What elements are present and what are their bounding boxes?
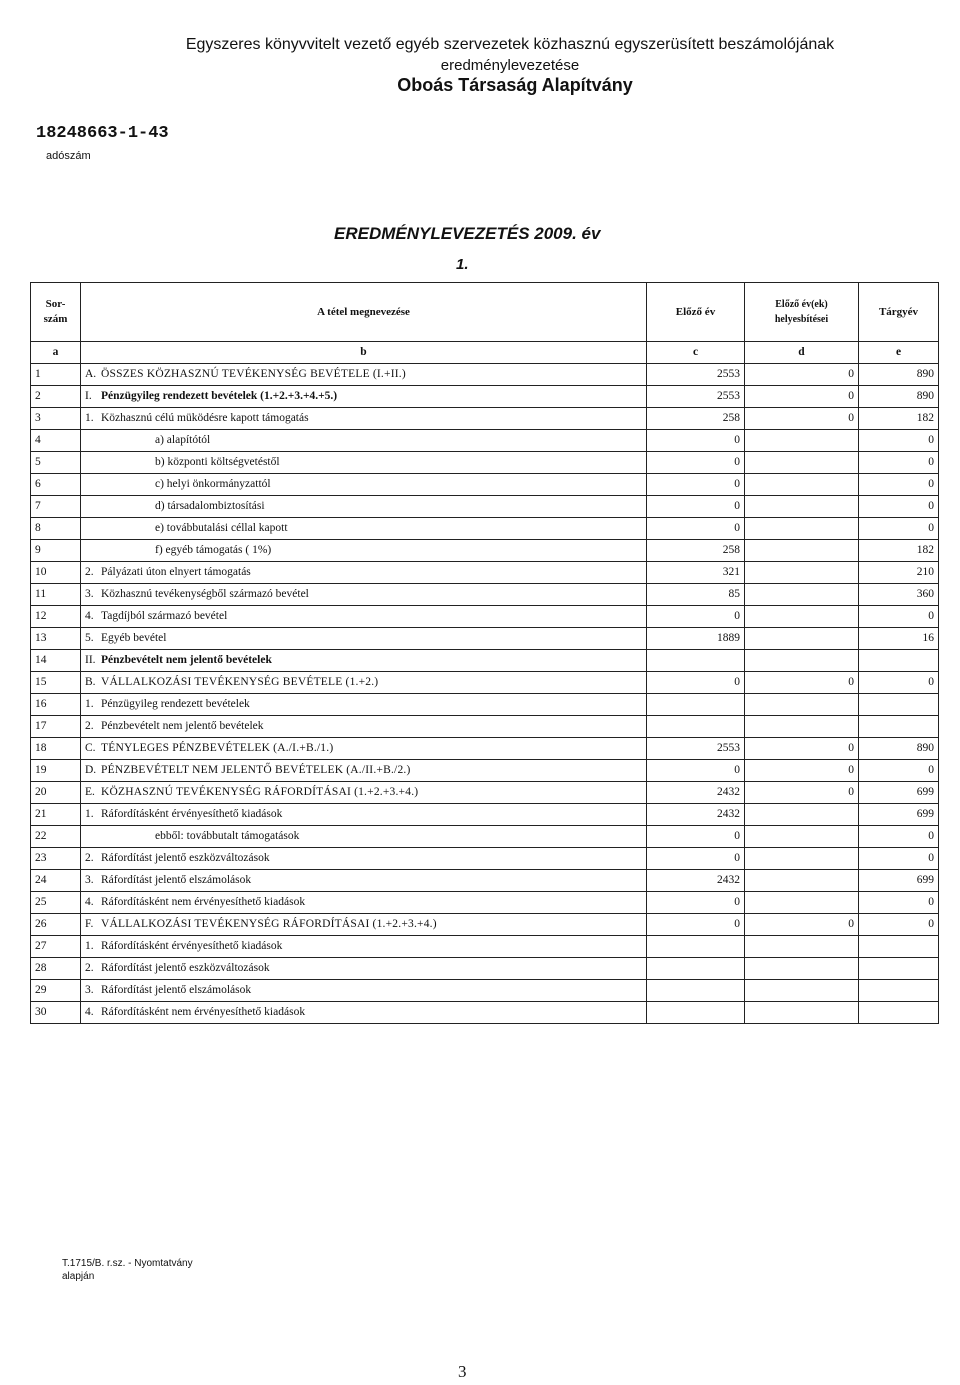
row-mark: II. xyxy=(85,654,96,666)
table-row xyxy=(31,1002,939,1024)
row-number: 26 xyxy=(31,914,81,936)
row-number: 15 xyxy=(31,672,81,694)
table-row xyxy=(31,936,939,958)
column-letter-row xyxy=(31,342,939,364)
corrections-value xyxy=(745,496,859,518)
corrections-value xyxy=(745,474,859,496)
row-number: 8 xyxy=(31,518,81,540)
row-mark: B. xyxy=(85,676,96,688)
current-year-value: 182 xyxy=(859,540,939,562)
corrections-value xyxy=(745,628,859,650)
corrections-value xyxy=(745,518,859,540)
header-line-1: Egyszeres könyvvitelt vezető egyéb szervezetek közhasznú egyszerüsített beszámolójának xyxy=(185,36,835,53)
column-letter-e: e xyxy=(859,342,939,364)
row-number: 1 xyxy=(31,364,81,386)
row-description xyxy=(81,452,647,474)
corrections-value xyxy=(745,452,859,474)
row-number: 27 xyxy=(31,936,81,958)
row-label: ebből: továbbutalt támogatások xyxy=(155,830,300,842)
row-number: 5 xyxy=(31,452,81,474)
row-mark: D. xyxy=(85,764,97,776)
current-year-value: 890 xyxy=(859,386,939,408)
row-number: 17 xyxy=(31,716,81,738)
corrections-value xyxy=(745,606,859,628)
previous-year-value: 0 xyxy=(647,848,745,870)
row-mark: 3. xyxy=(85,874,94,886)
row-label: Pénzbevételt nem jelentő bevételek xyxy=(101,654,272,666)
table-row xyxy=(31,760,939,782)
current-year-value xyxy=(859,694,939,716)
tax-number: 18248663-1-43 xyxy=(36,124,169,143)
table-row xyxy=(31,518,939,540)
previous-year-value: 2553 xyxy=(647,738,745,760)
previous-year-value: 0 xyxy=(647,826,745,848)
table-row xyxy=(31,892,939,914)
corrections-value xyxy=(745,848,859,870)
row-mark: 5. xyxy=(85,632,94,644)
row-description xyxy=(81,782,647,804)
corrections-value: 0 xyxy=(745,914,859,936)
corrections-value: 0 xyxy=(745,672,859,694)
tax-number-label: adószám xyxy=(46,150,91,162)
table-row xyxy=(31,562,939,584)
current-year-value: 699 xyxy=(859,804,939,826)
table-row xyxy=(31,958,939,980)
row-label: b) központi költségvetéstől xyxy=(155,456,280,468)
row-description xyxy=(81,386,647,408)
row-description xyxy=(81,716,647,738)
current-year-value: 182 xyxy=(859,408,939,430)
row-number: 3 xyxy=(31,408,81,430)
previous-year-value: 0 xyxy=(647,914,745,936)
previous-year-value: 0 xyxy=(647,760,745,782)
corrections-value: 0 xyxy=(745,782,859,804)
row-label: f) egyéb támogatás ( 1%) xyxy=(155,544,272,556)
table-row xyxy=(31,738,939,760)
previous-year-value: 0 xyxy=(647,452,745,474)
table-row xyxy=(31,430,939,452)
row-label: a) alapítótól xyxy=(155,434,211,446)
previous-year-value: 0 xyxy=(647,606,745,628)
previous-year-value xyxy=(647,650,745,672)
current-year-value: 0 xyxy=(859,606,939,628)
row-number: 12 xyxy=(31,606,81,628)
table-row xyxy=(31,474,939,496)
corrections-value: 0 xyxy=(745,738,859,760)
row-description xyxy=(81,408,647,430)
table-row xyxy=(31,804,939,826)
corrections-value xyxy=(745,980,859,1002)
row-mark: 2. xyxy=(85,852,94,864)
row-number: 28 xyxy=(31,958,81,980)
row-number: 13 xyxy=(31,628,81,650)
row-mark: 2. xyxy=(85,962,94,974)
row-description xyxy=(81,738,647,760)
row-mark: C. xyxy=(85,742,96,754)
row-description xyxy=(81,760,647,782)
previous-year-value: 2553 xyxy=(647,386,745,408)
table-row xyxy=(31,386,939,408)
row-number: 30 xyxy=(31,1002,81,1024)
row-description xyxy=(81,870,647,892)
row-number: 22 xyxy=(31,826,81,848)
row-label: Ráfordításként érvényesíthető kiadások xyxy=(101,808,283,820)
current-year-value xyxy=(859,650,939,672)
previous-year-value xyxy=(647,958,745,980)
table-row xyxy=(31,408,939,430)
previous-year-value: 2432 xyxy=(647,782,745,804)
table-header-row xyxy=(31,283,939,342)
previous-year-value: 0 xyxy=(647,518,745,540)
previous-year-value: 2432 xyxy=(647,870,745,892)
row-mark: I. xyxy=(85,390,92,402)
row-mark: 4. xyxy=(85,1006,94,1018)
table-row xyxy=(31,672,939,694)
row-label: PÉNZBEVÉTELT NEM JELENTŐ BEVÉTELEK (A./II.+B./2.) xyxy=(101,764,411,776)
previous-year-value: 0 xyxy=(647,430,745,452)
corrections-value xyxy=(745,892,859,914)
page-number: 3 xyxy=(458,1362,467,1381)
previous-year-value xyxy=(647,694,745,716)
corrections-value xyxy=(745,716,859,738)
row-label: VÁLLALKOZÁSI TEVÉKENYSÉG RÁFORDÍTÁSAI (1.+2.+3.+4.) xyxy=(101,918,437,930)
row-description xyxy=(81,496,647,518)
corrections-value xyxy=(745,1002,859,1024)
row-label: Tagdíjból származó bevétel xyxy=(101,610,228,622)
row-number: 9 xyxy=(31,540,81,562)
current-year-value: 360 xyxy=(859,584,939,606)
current-year-value xyxy=(859,1002,939,1024)
row-label: TÉNYLEGES PÉNZBEVÉTELEK (A./I.+B./1.) xyxy=(101,742,334,754)
row-label: Ráfordításként nem érvényesíthető kiadások xyxy=(101,896,306,908)
row-label: Pénzbevételt nem jelentő bevételek xyxy=(101,720,264,732)
column-letter-c: c xyxy=(647,342,745,364)
table-row xyxy=(31,914,939,936)
current-year-value: 0 xyxy=(859,826,939,848)
header-item-name: A tétel megnevezése xyxy=(81,283,647,342)
header-line-2: eredménylevezetése xyxy=(440,57,580,74)
row-description xyxy=(81,804,647,826)
header-corrections: Előző év(ek) helyesbítései xyxy=(745,283,859,342)
row-number: 29 xyxy=(31,980,81,1002)
corrections-value xyxy=(745,540,859,562)
corrections-value xyxy=(745,562,859,584)
row-description xyxy=(81,650,647,672)
previous-year-value xyxy=(647,936,745,958)
row-description xyxy=(81,562,647,584)
row-mark: 1. xyxy=(85,698,94,710)
header-current-year: Tárgyév xyxy=(859,283,939,342)
corrections-value xyxy=(745,958,859,980)
corrections-value xyxy=(745,650,859,672)
header-previous-year: Előző év xyxy=(647,283,745,342)
table-row xyxy=(31,452,939,474)
corrections-value: 0 xyxy=(745,386,859,408)
corrections-value: 0 xyxy=(745,408,859,430)
row-description xyxy=(81,540,647,562)
previous-year-value: 2553 xyxy=(647,364,745,386)
table-row xyxy=(31,826,939,848)
table-row xyxy=(31,848,939,870)
row-number: 21 xyxy=(31,804,81,826)
row-label: Pénzügyileg rendezett bevételek (1.+2.+3.+4.+5.) xyxy=(101,390,338,402)
row-number: 6 xyxy=(31,474,81,496)
current-year-value xyxy=(859,980,939,1002)
previous-year-value xyxy=(647,980,745,1002)
row-description xyxy=(81,672,647,694)
current-year-value: 0 xyxy=(859,760,939,782)
table-row xyxy=(31,980,939,1002)
table-row xyxy=(31,584,939,606)
row-label: Ráfordításként érvényesíthető kiadások xyxy=(101,940,283,952)
row-number: 4 xyxy=(31,430,81,452)
income-statement-table xyxy=(30,282,939,1024)
table-row xyxy=(31,540,939,562)
previous-year-value: 0 xyxy=(647,496,745,518)
previous-year-value: 258 xyxy=(647,540,745,562)
row-mark: 1. xyxy=(85,940,94,952)
row-description xyxy=(81,892,647,914)
previous-year-value: 0 xyxy=(647,474,745,496)
current-year-value: 0 xyxy=(859,474,939,496)
row-number: 7 xyxy=(31,496,81,518)
previous-year-value: 85 xyxy=(647,584,745,606)
previous-year-value xyxy=(647,716,745,738)
row-description xyxy=(81,980,647,1002)
corrections-value xyxy=(745,694,859,716)
document-title-number: 1. xyxy=(456,256,469,273)
row-label: Közhasznú tevékenységből származó bevétel xyxy=(101,588,309,600)
table-row xyxy=(31,870,939,892)
previous-year-value: 258 xyxy=(647,408,745,430)
row-number: 20 xyxy=(31,782,81,804)
current-year-value: 0 xyxy=(859,430,939,452)
row-mark: 1. xyxy=(85,412,94,424)
row-mark: 3. xyxy=(85,984,94,996)
row-label: Közhasznú célú müködésre kapott támogatás xyxy=(101,412,309,424)
row-description xyxy=(81,958,647,980)
row-description xyxy=(81,694,647,716)
row-label: d) társadalombiztosítási xyxy=(155,500,265,512)
corrections-value xyxy=(745,870,859,892)
row-mark: 2. xyxy=(85,566,94,578)
current-year-value xyxy=(859,958,939,980)
table-row xyxy=(31,650,939,672)
row-description xyxy=(81,826,647,848)
current-year-value xyxy=(859,716,939,738)
previous-year-value: 0 xyxy=(647,892,745,914)
row-mark: 4. xyxy=(85,896,94,908)
current-year-value: 210 xyxy=(859,562,939,584)
row-description xyxy=(81,936,647,958)
previous-year-value: 0 xyxy=(647,672,745,694)
row-label: Pénzügyileg rendezett bevételek xyxy=(101,698,250,710)
table-row xyxy=(31,694,939,716)
row-label: e) továbbutalási céllal kapott xyxy=(155,522,288,534)
previous-year-value: 2432 xyxy=(647,804,745,826)
row-mark: 4. xyxy=(85,610,94,622)
current-year-value: 699 xyxy=(859,870,939,892)
previous-year-value: 1889 xyxy=(647,628,745,650)
current-year-value: 0 xyxy=(859,518,939,540)
row-number: 10 xyxy=(31,562,81,584)
row-number: 24 xyxy=(31,870,81,892)
corrections-value xyxy=(745,430,859,452)
row-description xyxy=(81,364,647,386)
row-description xyxy=(81,430,647,452)
table-row xyxy=(31,782,939,804)
row-mark: A. xyxy=(85,368,97,380)
row-description xyxy=(81,628,647,650)
column-letter-d: d xyxy=(745,342,859,364)
header-sorszam: Sor-szám xyxy=(31,283,81,342)
row-mark: 2. xyxy=(85,720,94,732)
row-label: VÁLLALKOZÁSI TEVÉKENYSÉG BEVÉTELE (1.+2.) xyxy=(101,676,379,688)
row-label: KÖZHASZNÚ TEVÉKENYSÉG RÁFORDÍTÁSAI (1.+2.+3.+4.) xyxy=(101,786,419,798)
corrections-value xyxy=(745,936,859,958)
row-number: 2 xyxy=(31,386,81,408)
current-year-value: 0 xyxy=(859,452,939,474)
row-mark: E. xyxy=(85,786,95,798)
table-row xyxy=(31,628,939,650)
current-year-value: 890 xyxy=(859,364,939,386)
row-mark: 1. xyxy=(85,808,94,820)
corrections-value: 0 xyxy=(745,364,859,386)
row-label: Ráfordításként nem érvényesíthető kiadások xyxy=(101,1006,306,1018)
table-row xyxy=(31,496,939,518)
row-label: Ráfordítást jelentő elszámolások xyxy=(101,874,252,886)
column-letter-a: a xyxy=(31,342,81,364)
footer-form-reference-2: alapján xyxy=(62,1271,95,1282)
row-label: Ráfordítást jelentő eszközváltozások xyxy=(101,962,270,974)
current-year-value: 699 xyxy=(859,782,939,804)
row-description xyxy=(81,1002,647,1024)
corrections-value xyxy=(745,826,859,848)
current-year-value: 890 xyxy=(859,738,939,760)
corrections-value xyxy=(745,804,859,826)
row-label: Egyéb bevétel xyxy=(101,632,167,644)
row-number: 11 xyxy=(31,584,81,606)
current-year-value: 0 xyxy=(859,892,939,914)
row-label: Pályázati úton elnyert támogatás xyxy=(101,566,251,578)
row-description xyxy=(81,848,647,870)
row-mark: F. xyxy=(85,918,94,930)
row-description xyxy=(81,584,647,606)
current-year-value: 0 xyxy=(859,672,939,694)
corrections-value: 0 xyxy=(745,760,859,782)
current-year-value xyxy=(859,936,939,958)
row-number: 25 xyxy=(31,892,81,914)
table-row xyxy=(31,716,939,738)
footer-form-reference: T.1715/B. r.sz. - Nyomtatvány xyxy=(62,1258,193,1269)
column-letter-b: b xyxy=(81,342,647,364)
table-row xyxy=(31,606,939,628)
document-title: EREDMÉNYLEVEZETÉS 2009. év xyxy=(334,224,601,243)
row-label: Ráfordítást jelentő eszközváltozások xyxy=(101,852,270,864)
row-number: 14 xyxy=(31,650,81,672)
row-description xyxy=(81,518,647,540)
current-year-value: 0 xyxy=(859,914,939,936)
row-number: 18 xyxy=(31,738,81,760)
table-row xyxy=(31,364,939,386)
row-label: Ráfordítást jelentő elszámolások xyxy=(101,984,252,996)
organization-name: Oboás Társaság Alapítvány xyxy=(397,75,633,95)
row-number: 23 xyxy=(31,848,81,870)
row-description xyxy=(81,474,647,496)
row-description xyxy=(81,914,647,936)
row-label: c) helyi önkormányzattól xyxy=(155,478,271,490)
corrections-value xyxy=(745,584,859,606)
row-number: 19 xyxy=(31,760,81,782)
current-year-value: 0 xyxy=(859,496,939,518)
row-description xyxy=(81,606,647,628)
row-mark: 3. xyxy=(85,588,94,600)
previous-year-value xyxy=(647,1002,745,1024)
current-year-value: 0 xyxy=(859,848,939,870)
current-year-value: 16 xyxy=(859,628,939,650)
previous-year-value: 321 xyxy=(647,562,745,584)
row-label: ÖSSZES KÖZHASZNÚ TEVÉKENYSÉG BEVÉTELE (I.+II.) xyxy=(101,368,406,380)
row-number: 16 xyxy=(31,694,81,716)
